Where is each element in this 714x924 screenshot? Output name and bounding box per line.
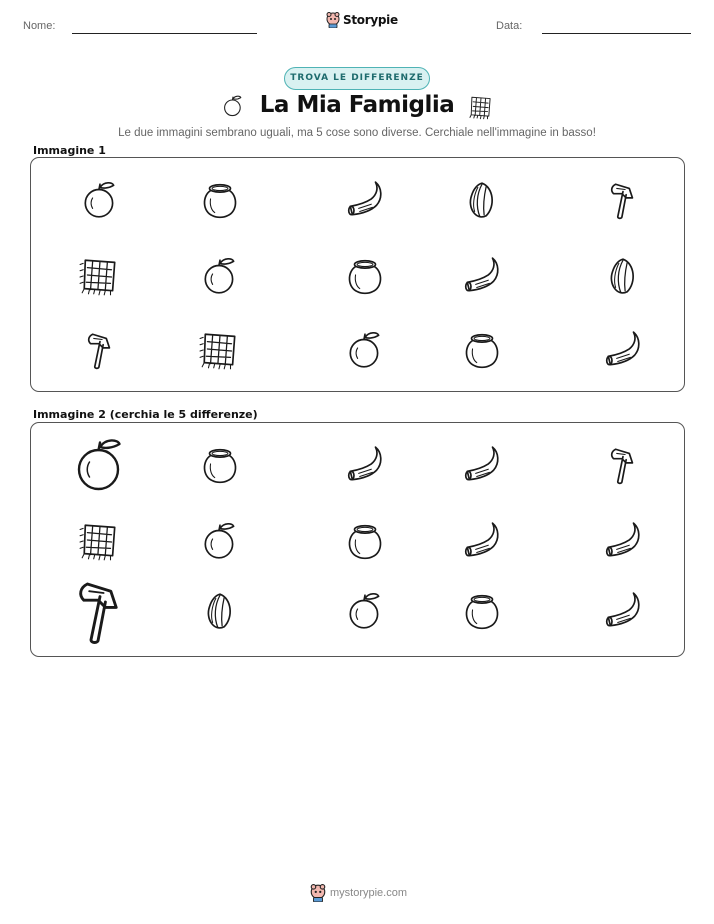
pot-icon: [461, 329, 503, 371]
panel-1-label: Immagine 1: [33, 144, 106, 157]
date-field[interactable]: [542, 33, 691, 34]
brand-name: Storypie: [343, 13, 398, 27]
mascot-icon: [310, 884, 326, 902]
orange-icon[interactable]: [70, 435, 130, 495]
horn-icon[interactable]: [602, 590, 644, 632]
mat-icon: [199, 329, 241, 371]
seed-icon: [602, 255, 644, 297]
panel-2-label: Immagine 2 (cerchia le 5 differenze): [33, 408, 258, 421]
orange-icon: [79, 179, 121, 221]
pot-icon[interactable]: [199, 444, 241, 486]
axe-icon: [602, 179, 644, 221]
name-field[interactable]: [72, 33, 257, 34]
pot-icon: [199, 179, 241, 221]
horn-icon[interactable]: [461, 520, 503, 562]
pot-icon[interactable]: [461, 590, 503, 632]
axe-icon[interactable]: [602, 444, 644, 486]
activity-badge: TROVA LE DIFFERENZE: [284, 67, 430, 90]
title-mat-icon: [468, 93, 494, 121]
orange-icon: [344, 329, 386, 371]
date-label: Data:: [496, 20, 523, 32]
pot-icon: [344, 255, 386, 297]
axe-icon[interactable]: [64, 575, 136, 647]
orange-icon: [199, 255, 241, 297]
name-label: Nome:: [23, 20, 56, 32]
axe-icon: [79, 329, 121, 371]
horn-icon[interactable]: [344, 444, 386, 486]
horn-icon: [344, 179, 386, 221]
horn-icon: [602, 329, 644, 371]
pot-icon[interactable]: [344, 520, 386, 562]
orange-icon[interactable]: [199, 520, 241, 562]
page-title: La Mia Famiglia: [259, 92, 455, 118]
horn-icon[interactable]: [461, 444, 503, 486]
seed-icon: [461, 179, 503, 221]
mascot-icon: [326, 12, 340, 28]
horn-icon[interactable]: [602, 520, 644, 562]
instructions: Le due immagini sembrano uguali, ma 5 cose sono diverse. Cerchiale nell'immagine in basso!: [118, 127, 596, 139]
orange-icon[interactable]: [344, 590, 386, 632]
brand-logo: [326, 12, 398, 28]
horn-icon: [461, 255, 503, 297]
mat-icon: [79, 255, 121, 297]
mat-icon[interactable]: [79, 520, 121, 562]
seed-icon[interactable]: [199, 590, 241, 632]
footer-url: mystorypie.com: [330, 887, 408, 899]
footer: [310, 884, 407, 902]
